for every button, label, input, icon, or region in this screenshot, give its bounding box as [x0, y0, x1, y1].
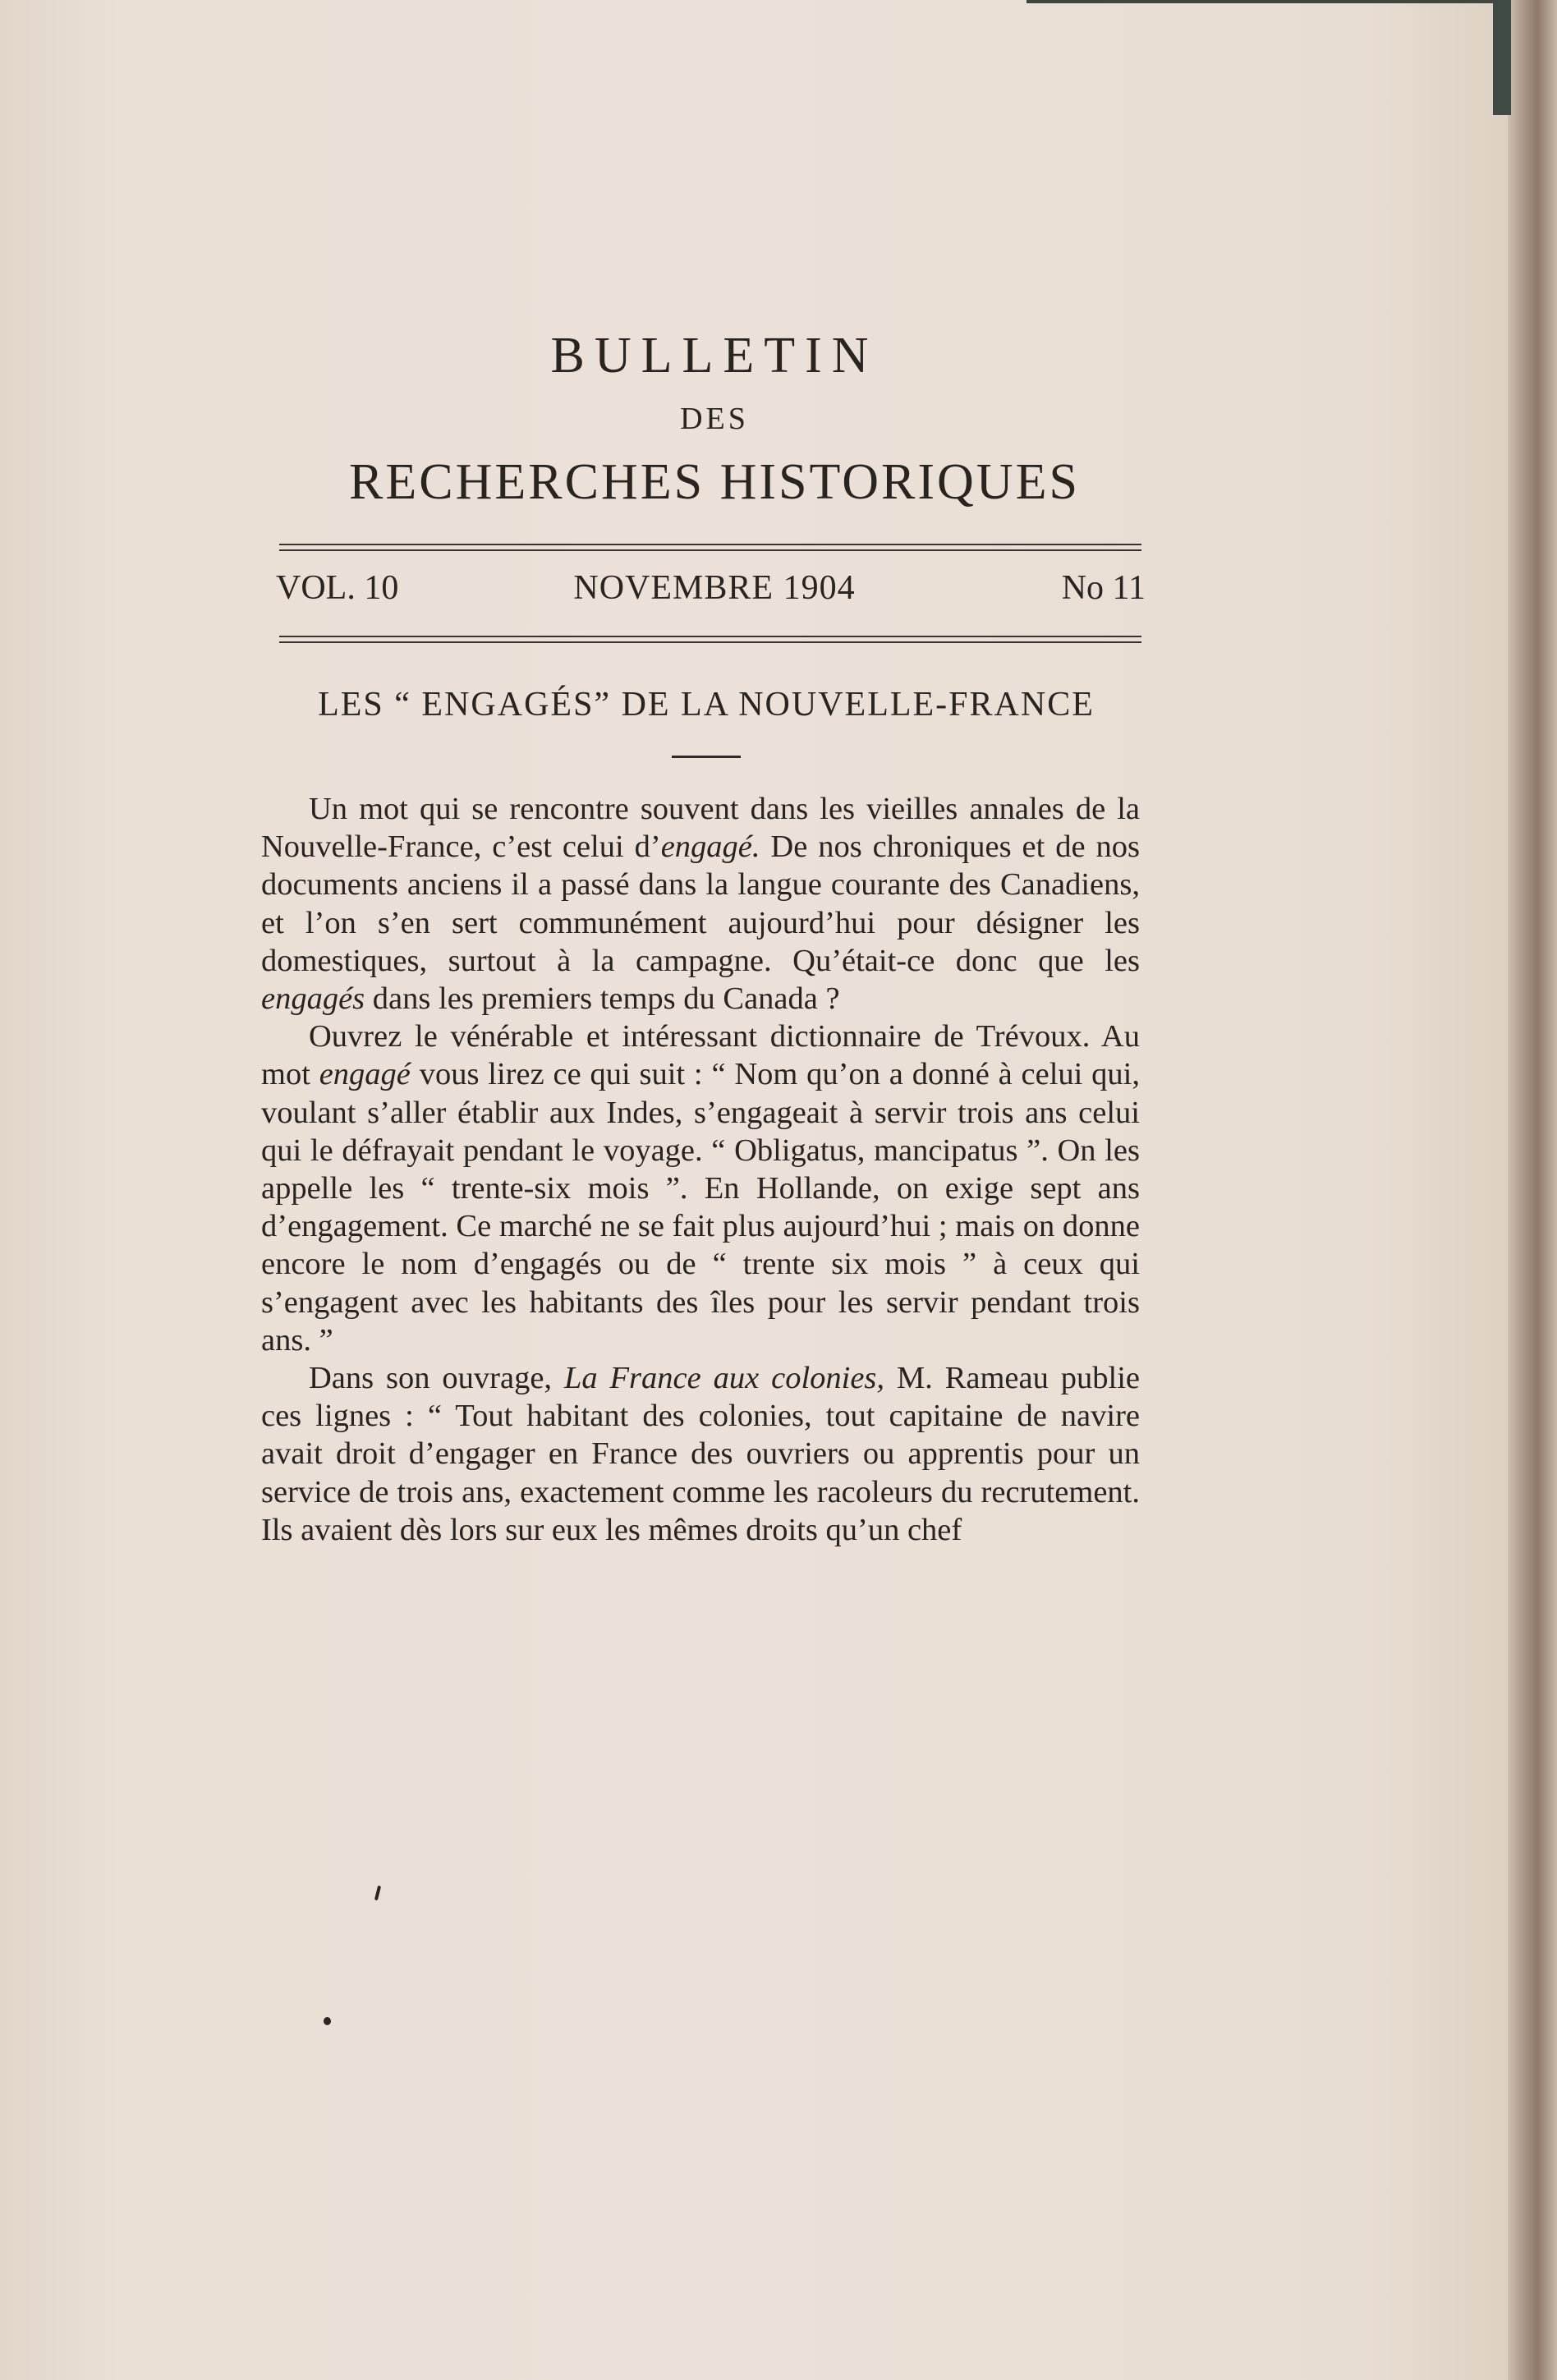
article-paragraph: [261, 1018, 1140, 1359]
paragraph-text: De nos chroniques et de nos documents anciens il a passé dans la langue courante des Canadiens, et l’on s’en sert communément aujourd’hui pour désigner les domestiques, surtout à la campagne. Qu’était-ce donc que les: [261, 829, 1140, 978]
italic-text: engagé.: [660, 829, 760, 865]
article-paragraph: [261, 790, 1140, 1018]
issue-date: NOVEMBRE 1904: [573, 569, 856, 607]
italic-text: La France aux colonies,: [563, 1361, 885, 1396]
article-title: LES “ ENGAGÉS” DE LA NOUVELLE-FRANCE: [318, 686, 1095, 724]
paragraph-text: M. Rameau publie ces lignes : “ Tout habitant des colonies, tout capitaine de navire avait droit d’engager en France des ouvriers ou apprentis pour un service de trois ans, exactement comme les racoleurs du recrutement. Ils avaient dès lors sur eux les mêmes droits qu’un chef: [261, 1361, 1140, 1547]
paragraph-text: Ouvrez le vénérable et intéressant dictionnaire de Trévoux. Au mot: [261, 1019, 1140, 1092]
issue-volume: VOL. 10: [276, 569, 399, 607]
paragraph-text: Dans son ouvrage,: [309, 1361, 564, 1396]
paragraph-text: vous lirez ce qui suit : “ Nom qu’on a donné à celui qui, voulant s’aller établir aux Indes, s’engageait à servir trois ans celui qui le défrayait pendant le voyage. “ Obligatus, mancipatus ”. On les appelle les “ trente-six mois ”. En Hollande, on exige sept ans d’engagement. Ce marché ne se fait plus aujourd’hui ; mais on donne encore le nom d’engagés ou de “ trente six mois ” à ceux qui s’engagent avec les habitants des îles pour les servir pendant trois ans. ”: [261, 1057, 1140, 1358]
header-rule-top: [279, 544, 1141, 545]
masthead-title: BULLETIN: [550, 328, 879, 384]
paper-mark: [374, 1886, 381, 1900]
header-rule-bottom: [279, 636, 1141, 637]
italic-text: engagé: [319, 1057, 411, 1092]
article-body: [261, 790, 1140, 1549]
binding-edge: [1508, 0, 1557, 2380]
binding-edge-line: [1027, 0, 1516, 3]
masthead-des: DES: [680, 402, 749, 436]
issue-line: [271, 568, 1146, 614]
italic-text: engagés: [261, 981, 365, 1017]
article-paragraph: [261, 1359, 1140, 1549]
title-divider: [672, 756, 741, 758]
header-rule-top-inner: [279, 549, 1141, 551]
header-rule-bottom-inner: [279, 641, 1141, 643]
masthead-subtitle: RECHERCHES HISTORIQUES: [349, 454, 1080, 510]
issue-number: No 11: [1061, 569, 1146, 607]
paper-speck: [324, 2017, 331, 2025]
paragraph-text: dans les premiers temps du Canada ?: [365, 981, 840, 1017]
binding-shadow: [1493, 0, 1511, 115]
paragraph-text: Un mot qui se rencontre souvent dans les vieilles annales de la Nouvelle-France, c’est celui d’: [261, 792, 1140, 865]
